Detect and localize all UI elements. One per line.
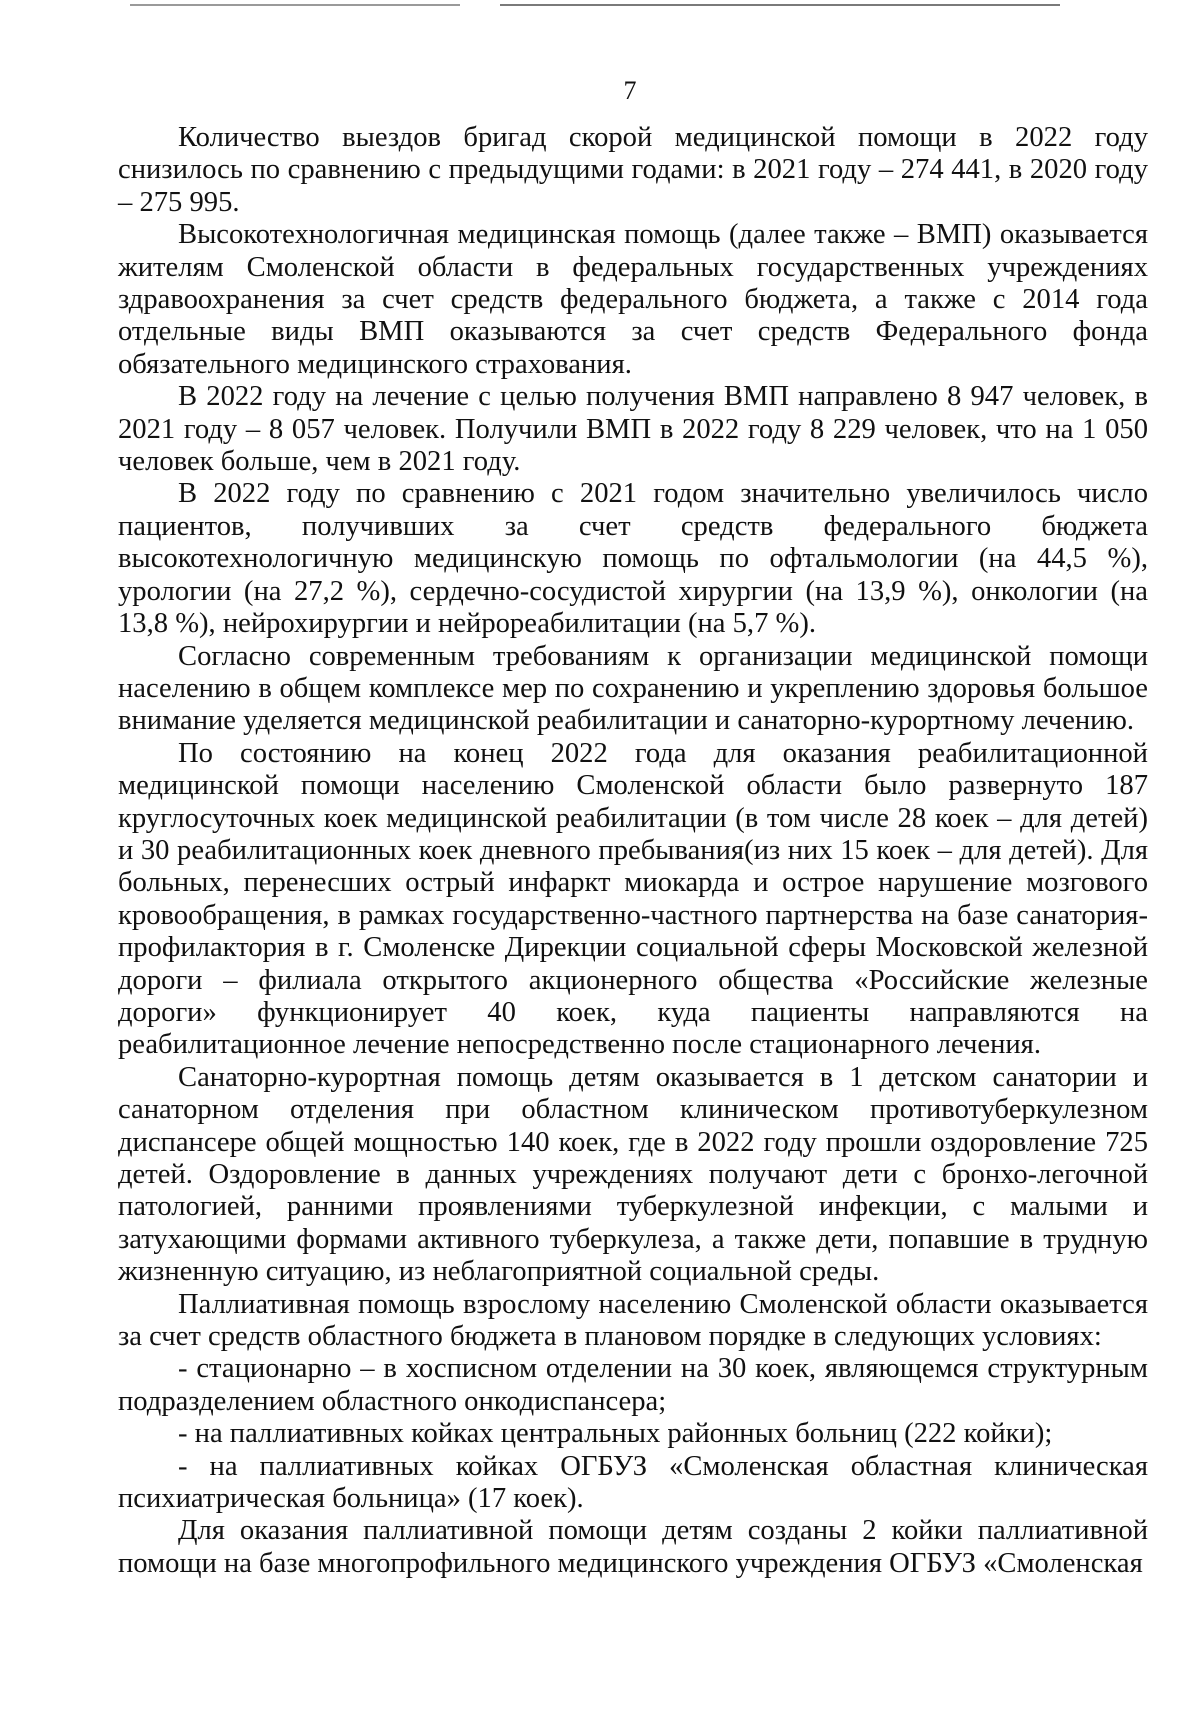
- scan-edge-line-left: [130, 4, 460, 6]
- scan-edge-line-right: [500, 4, 1060, 6]
- list-item-hospice: - стационарно – в хосписном отделении на 30 коек, являющемся структурным подразделением областного онкодиспансера;: [118, 1353, 1148, 1417]
- paragraph-rehabilitation-beds: По состоянию на конец 2022 года для оказания реабилитационной медицинской помощи населению Смоленской области было развернуто 187 круглосуточных коек медицинской реабилитации (в том числе 28 коек – для детей) и 30 реабилитационных коек дневного пребывания(из них 15 коек – для детей). Для больных, перенесших острый инфаркт миокарда и острое нарушение мозгового кровообращения, в рамках государственно-частного партнерства на базе санатория-профилактория в г. Смоленске Дирекции социальной сферы Московской железной дороги – филиала открытого акционерного общества «Российские железные дороги» функционирует 40 коек, куда пациенты направляются на реабилитационное лечение непосредственно после стационарного лечения.: [118, 737, 1148, 1061]
- list-item-psychiatric-hospital: - на паллиативных койках ОГБУЗ «Смоленская областная клиническая психиатрическая больница» (17 коек).: [118, 1450, 1148, 1515]
- paragraph-ambulance-calls: Количество выездов бригад скорой медицинской помощи в 2022 году снизилось по сравнению с предыдущими годами: в 2021 году – 274 441, в 2020 году – 275 995.: [118, 122, 1148, 218]
- paragraph-high-tech-referrals: В 2022 году на лечение с целью получения ВМП направлено 8 947 человек, в 2021 году – 8 057 человек. Получили ВМП в 2022 году 8 229 человек, что на 1 050 человек больше, чем в 2021 году.: [118, 381, 1148, 478]
- paragraph-palliative-adults: Паллиативная помощь взрослому населению Смоленской области оказывается за счет средств областного бюджета в плановом порядке в следующих условиях:: [118, 1288, 1148, 1353]
- paragraph-sanatorium-children: Санаторно-курортная помощь детям оказывается в 1 детском санатории и санаторном отделения при областном клиническом противотуберкулезном диспансере общей мощностью 140 коек, где в 2022 году прошли оздоровление 725 детей. Оздоровление в данных учреждениях получают дети с бронхо-легочной патологией, ранними проявлениями туберкулезной инфекции, с малыми и затухающими формами активного туберкулеза, а также дети, попавшие в трудную жизненную ситуацию, из неблагоприятной социальной среды.: [118, 1061, 1148, 1288]
- document-body: [118, 122, 1148, 1580]
- page-number: 7: [623, 76, 637, 105]
- paragraph-high-tech-growth: В 2022 году по сравнению с 2021 годом значительно увеличилось число пациентов, получивших за счет средств федерального бюджета высокотехнологичную медицинскую помощь по офтальмологии (на 44,5 %), урологии (на 27,2 %), сердечно-сосудистой хирургии (на 13,9 %), онкологии (на 13,8 %), нейрохирургии и нейрореабилитации (на 5,7 %).: [118, 478, 1148, 640]
- paragraph-rehabilitation-requirements: Согласно современным требованиям к организации медицинской помощи населению в общем комплексе мер по сохранению и укреплению здоровья большое внимание уделяется медицинской реабилитации и санаторно-курортному лечению.: [118, 640, 1148, 737]
- list-item-district-hospitals: - на паллиативных койках центральных районных больниц (222 койки);: [178, 1418, 1053, 1450]
- paragraph-palliative-children: Для оказания паллиативной помощи детям созданы 2 койки паллиативной помощи на базе многопрофильного медицинского учреждения ОГБУЗ «Смоленская: [118, 1515, 1148, 1579]
- paragraph-high-tech-care: Высокотехнологичная медицинская помощь (далее также – ВМП) оказывается жителям Смоленской области в федеральных государственных учреждениях здравоохранения за счет средств федерального бюджета, а также с 2014 года отдельные виды ВМП оказываются за счет средств Федерального фонда обязательного медицинского страхования.: [118, 219, 1148, 380]
